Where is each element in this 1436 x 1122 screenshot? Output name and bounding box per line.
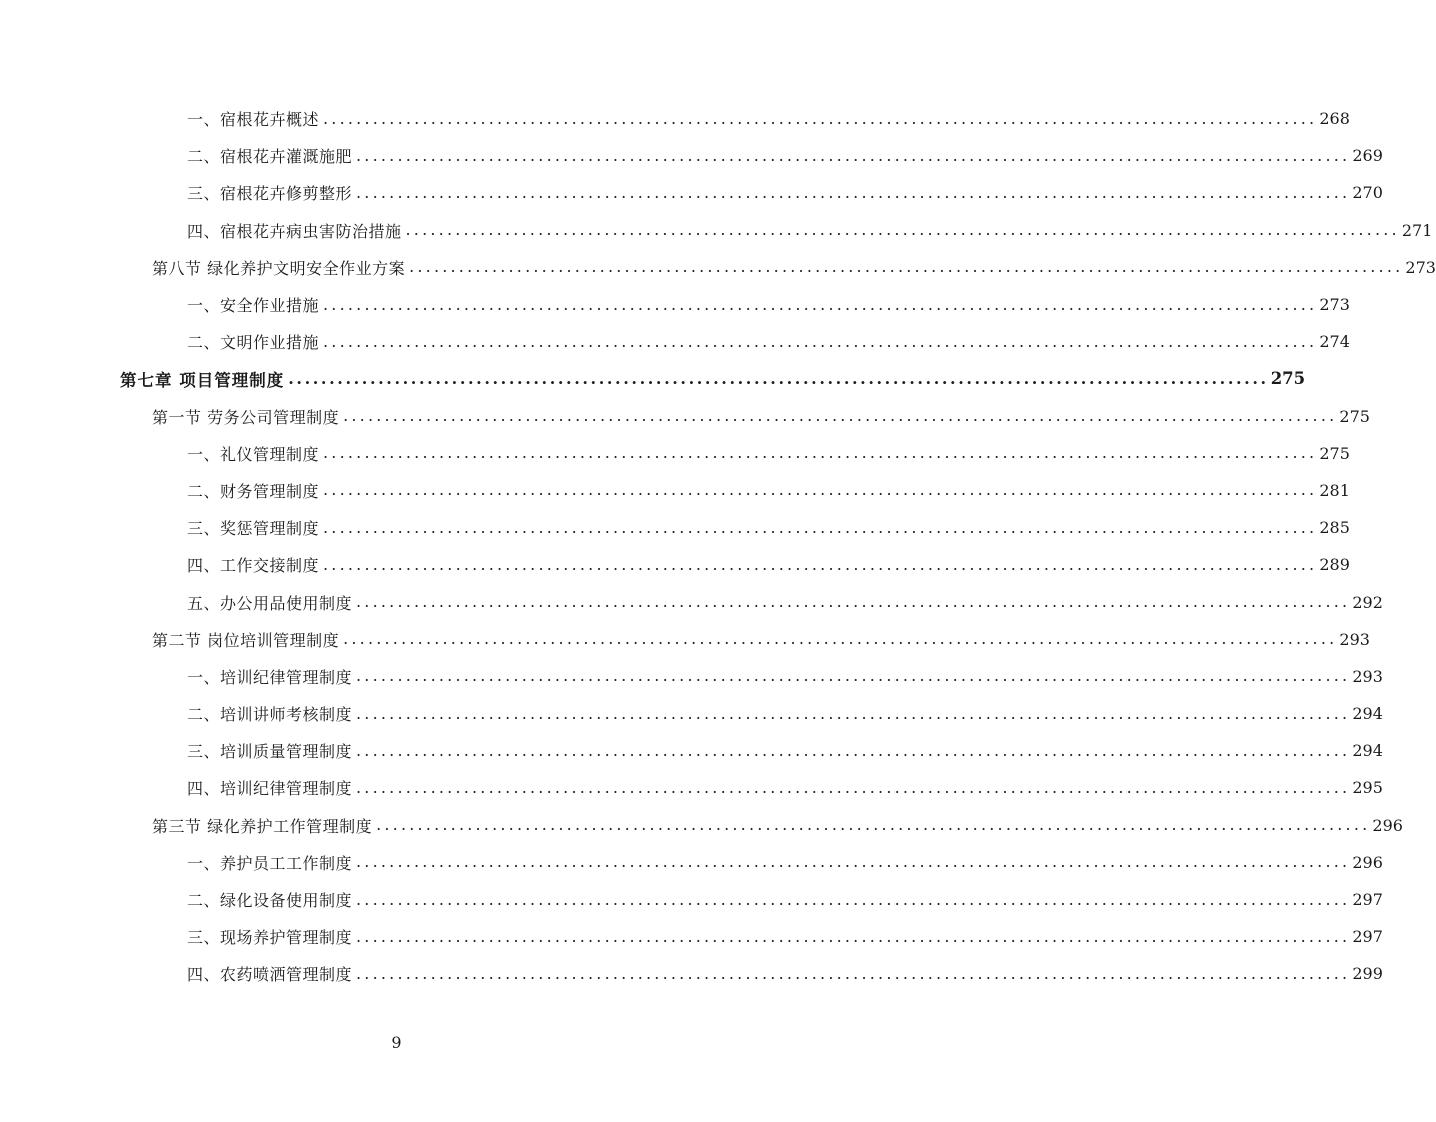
- toc-dot-leader: ........................................................................................................................: [343, 406, 1338, 426]
- toc-page-number: 281: [1319, 480, 1350, 500]
- toc-entry-title: 五、办公用品使用制度: [187, 593, 353, 613]
- toc-page-number: 275: [1339, 406, 1370, 426]
- toc-page-number: 285: [1319, 518, 1350, 538]
- toc-entry-title: 一、养护员工工作制度: [187, 853, 353, 873]
- toc-page-number: 295: [1352, 778, 1383, 798]
- toc-dot-leader: ........................................................................................................................: [356, 182, 1351, 202]
- toc-page-number: 294: [1352, 741, 1383, 761]
- toc-entry-title: 四、农药喷洒管理制度: [187, 965, 353, 985]
- toc-subsection-entry[interactable]: [0, 472, 1350, 509]
- toc-subsection-entry[interactable]: [0, 955, 1383, 992]
- toc-subsection-entry[interactable]: [0, 658, 1383, 695]
- toc-dot-leader: ........................................................................................................................: [323, 554, 1318, 574]
- toc-entry-title: 二、财务管理制度: [187, 481, 320, 501]
- toc-subsection-entry[interactable]: [0, 881, 1383, 918]
- toc-dot-leader: ........................................................................................................................: [323, 443, 1318, 463]
- toc-dot-leader: ........................................................................................................................: [356, 852, 1351, 872]
- toc-page-number: 273: [1319, 295, 1350, 315]
- toc-dot-leader: ........................................................................................................................: [409, 257, 1404, 277]
- toc-dot-leader: ........................................................................................................................: [356, 777, 1351, 797]
- toc-entry-title: 第三节 绿化养护工作管理制度: [152, 816, 373, 836]
- toc-section-entry[interactable]: [0, 249, 1436, 286]
- toc-section-entry[interactable]: [0, 398, 1370, 435]
- toc-entry-title: 四、宿根花卉病虫害防治措施: [187, 221, 402, 241]
- toc-subsection-entry[interactable]: [0, 546, 1350, 583]
- toc-entry-title: 三、宿根花卉修剪整形: [187, 184, 353, 204]
- toc-entry-title: 第八节 绿化养护文明安全作业方案: [152, 258, 406, 278]
- toc-page-number: 270: [1352, 183, 1383, 203]
- toc-dot-leader: ........................................................................................................................: [343, 629, 1338, 649]
- toc-page-number: 299: [1352, 964, 1383, 984]
- toc-page-number: 289: [1319, 555, 1350, 575]
- toc-entry-title: 三、现场养护管理制度: [187, 928, 353, 948]
- toc-subsection-entry[interactable]: [0, 509, 1350, 546]
- toc-dot-leader: ........................................................................................................................: [356, 926, 1351, 946]
- toc-subsection-entry[interactable]: [0, 212, 1433, 249]
- toc-dot-leader: ........................................................................................................................: [323, 331, 1318, 351]
- toc-dot-leader: ........................................................................................................................: [288, 368, 1269, 388]
- toc-page-number: 293: [1339, 629, 1370, 649]
- toc-entry-title: 二、文明作业措施: [187, 333, 320, 353]
- toc-dot-leader: ........................................................................................................................: [323, 294, 1318, 314]
- toc-entry-title: 四、培训纪律管理制度: [187, 779, 353, 799]
- toc-entry-title: 四、工作交接制度: [187, 556, 320, 576]
- toc-entry-title: 第七章 项目管理制度: [120, 370, 285, 390]
- toc-page-number: 275: [1270, 369, 1306, 389]
- toc-page-number: 275: [1319, 443, 1350, 463]
- toc-subsection-entry[interactable]: [0, 695, 1383, 732]
- toc-dot-leader: ........................................................................................................................: [356, 889, 1351, 909]
- toc-subsection-entry[interactable]: [0, 583, 1383, 620]
- toc-dot-leader: ........................................................................................................................: [356, 740, 1351, 760]
- toc-page-number: 273: [1405, 257, 1436, 277]
- toc-dot-leader: ........................................................................................................................: [356, 145, 1351, 165]
- toc-subsection-entry[interactable]: [0, 100, 1350, 137]
- toc-dot-leader: ........................................................................................................................: [323, 108, 1318, 128]
- toc-page-number: 296: [1352, 852, 1383, 872]
- toc-entry-title: 第二节 岗位培训管理制度: [152, 630, 340, 650]
- toc-subsection-entry[interactable]: [0, 844, 1383, 881]
- toc-dot-leader: ........................................................................................................................: [323, 517, 1318, 537]
- toc-subsection-entry[interactable]: [0, 137, 1383, 174]
- toc-page-number: 293: [1352, 666, 1383, 686]
- toc-entry-title: 一、礼仪管理制度: [187, 444, 320, 464]
- toc-page-number: 269: [1352, 146, 1383, 166]
- toc-page-number: 271: [1401, 220, 1433, 240]
- toc-subsection-entry[interactable]: [0, 286, 1350, 323]
- toc-dot-leader: ........................................................................................................................: [356, 963, 1351, 983]
- toc-subsection-entry[interactable]: [0, 435, 1350, 472]
- toc-section-entry[interactable]: [0, 621, 1370, 658]
- toc-subsection-entry[interactable]: [0, 323, 1350, 360]
- toc-entry-title: 一、培训纪律管理制度: [187, 667, 353, 687]
- toc-entry-title: 三、奖惩管理制度: [187, 519, 320, 539]
- toc-subsection-entry[interactable]: [0, 732, 1383, 769]
- toc-subsection-entry[interactable]: [0, 769, 1383, 806]
- toc-entry-title: 一、安全作业措施: [187, 296, 320, 316]
- toc-page-number: 294: [1352, 704, 1383, 724]
- toc-dot-leader: ........................................................................................................................: [376, 815, 1371, 835]
- toc-entry-title: 二、绿化设备使用制度: [187, 891, 353, 911]
- toc-subsection-entry[interactable]: [0, 174, 1383, 211]
- toc-page-number: 292: [1352, 592, 1383, 612]
- toc-dot-leader: ........................................................................................................................: [323, 480, 1318, 500]
- toc-page-number: 297: [1352, 927, 1383, 947]
- toc-entry-title: 二、宿根花卉灌溉施肥: [187, 147, 353, 167]
- toc-section-entry[interactable]: [0, 807, 1403, 844]
- toc-entry-title: 三、培训质量管理制度: [187, 742, 353, 762]
- toc-subsection-entry[interactable]: [0, 918, 1383, 955]
- page-number: 9: [391, 1033, 402, 1052]
- toc-dot-leader: ........................................................................................................................: [356, 592, 1351, 612]
- toc-dot-leader: ........................................................................................................................: [405, 220, 1400, 240]
- toc-page-number: 268: [1319, 109, 1350, 129]
- toc-entry-title: 一、宿根花卉概述: [187, 110, 320, 130]
- toc-page-number: 296: [1372, 815, 1403, 835]
- toc-chapter-entry[interactable]: [0, 360, 1306, 397]
- toc-dot-leader: ........................................................................................................................: [356, 703, 1351, 723]
- toc-page-number: 297: [1352, 890, 1383, 910]
- table-of-contents: [0, 100, 1436, 993]
- toc-dot-leader: ........................................................................................................................: [356, 666, 1351, 686]
- toc-page-number: 274: [1319, 332, 1350, 352]
- toc-entry-title: 第一节 劳务公司管理制度: [152, 407, 340, 427]
- toc-entry-title: 二、培训讲师考核制度: [187, 705, 353, 725]
